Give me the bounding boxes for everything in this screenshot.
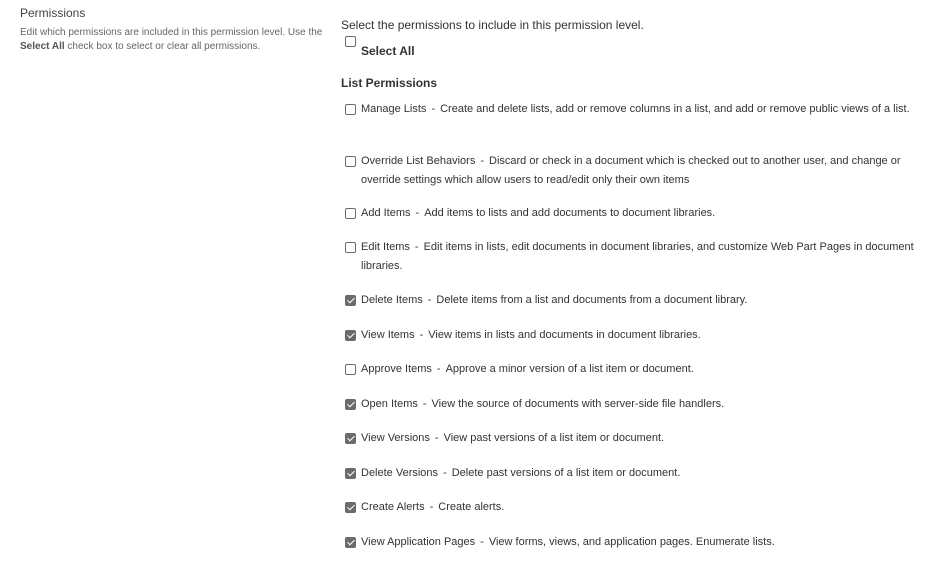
section-title: Permissions: [20, 6, 86, 20]
permission-separator: -: [480, 536, 484, 548]
intro-text: Select the permissions to include in this permission level.: [341, 18, 644, 32]
permission-description: Create alerts.: [438, 501, 505, 513]
permission-separator: -: [427, 294, 432, 306]
permission-checkbox[interactable]: [345, 208, 356, 219]
permission-checkbox[interactable]: [345, 330, 356, 341]
permission-separator: -: [443, 467, 447, 479]
select-all-row[interactable]: [341, 35, 931, 59]
permission-item[interactable]: [341, 533, 931, 552]
permission-checkbox[interactable]: [345, 537, 356, 548]
permission-text: [361, 360, 931, 379]
permission-name[interactable]: View Application Pages: [361, 536, 476, 548]
permission-text: [361, 152, 931, 190]
permission-description: Delete past versions of a list item or document.: [451, 467, 681, 479]
permission-separator: -: [431, 103, 436, 115]
permission-name[interactable]: Edit Items: [361, 241, 410, 253]
permission-text: [361, 291, 931, 310]
permission-name[interactable]: Delete Items: [361, 294, 423, 306]
permission-description: View the source of documents with server-side file handlers.: [431, 398, 725, 410]
permission-name[interactable]: View Items: [361, 329, 415, 341]
permission-item[interactable]: [341, 360, 931, 379]
permission-item[interactable]: [341, 326, 931, 345]
permission-name[interactable]: Approve Items: [361, 363, 432, 375]
permission-text: [361, 238, 931, 276]
permission-description: View past versions of a list item or document.: [443, 432, 665, 444]
permission-separator: -: [434, 432, 439, 444]
permission-separator: -: [480, 155, 484, 167]
permission-separator: -: [436, 363, 441, 375]
permission-description: Approve a minor version of a list item or document.: [445, 363, 694, 375]
permission-name[interactable]: Override List Behaviors: [361, 155, 476, 167]
permission-checkbox[interactable]: [345, 433, 356, 444]
permission-description: View forms, views, and application pages. Enumerate lists.: [488, 536, 775, 548]
permission-description: Delete items from a list and documents from a document library.: [436, 294, 748, 306]
permission-text: [361, 395, 931, 414]
permission-checkbox[interactable]: [345, 295, 356, 306]
permission-description: View items in lists and documents in document libraries.: [428, 329, 701, 341]
permission-item[interactable]: [341, 395, 931, 414]
permission-item[interactable]: [341, 464, 931, 483]
section-description-before: Edit which permissions are included in this permission level. Use the: [20, 27, 323, 38]
permission-text: [361, 533, 931, 552]
permission-item[interactable]: [341, 152, 931, 190]
permission-checkbox[interactable]: [345, 104, 356, 115]
select-all-label[interactable]: Select All: [361, 44, 415, 58]
permission-checkbox[interactable]: [345, 364, 356, 375]
permission-item[interactable]: [341, 204, 931, 223]
permission-separator: -: [419, 329, 424, 341]
permissions-panel: [341, 17, 931, 90]
permission-description: Add items to lists and add documents to document libraries.: [424, 207, 716, 219]
permission-text: [361, 204, 931, 223]
permission-separator: -: [422, 398, 427, 410]
permission-text: [361, 100, 931, 119]
permission-item[interactable]: [341, 238, 931, 276]
permission-item[interactable]: [341, 429, 931, 448]
permission-name[interactable]: Open Items: [361, 398, 418, 410]
permission-name[interactable]: Add Items: [361, 207, 411, 219]
permission-checkbox[interactable]: [345, 468, 356, 479]
permission-item[interactable]: [341, 100, 931, 119]
permission-separator: -: [414, 241, 419, 253]
select-all-checkbox[interactable]: [345, 36, 356, 47]
permission-description: Create and delete lists, add or remove columns in a list, and add or remove public views of a list.: [440, 103, 910, 115]
permission-description: Discard or check in a document which is checked out to another user, and change or override settings which allow users to read/edit only their own items: [361, 155, 901, 186]
permission-checkbox[interactable]: [345, 156, 356, 167]
permission-description: Edit items in lists, edit documents in document libraries, and customize Web Part Pages in document libraries.: [361, 241, 914, 272]
permission-name[interactable]: View Versions: [361, 432, 430, 444]
permission-text: [361, 326, 931, 345]
permission-separator: -: [429, 501, 434, 513]
permission-separator: -: [415, 207, 420, 219]
permission-text: [361, 429, 931, 448]
permission-item[interactable]: [341, 291, 931, 310]
section-description-bold: Select All: [20, 41, 65, 52]
permission-checkbox[interactable]: [345, 242, 356, 253]
permission-checkbox[interactable]: [345, 399, 356, 410]
permission-item[interactable]: [341, 498, 931, 517]
permission-text: [361, 498, 931, 517]
permission-text: [361, 464, 931, 483]
permission-name[interactable]: Create Alerts: [361, 501, 425, 513]
permission-name[interactable]: Manage Lists: [361, 103, 427, 115]
section-description-after: check box to select or clear all permissions.: [64, 41, 261, 52]
permission-checkbox[interactable]: [345, 502, 356, 513]
section-description: [20, 26, 325, 54]
list-permissions-title: List Permissions: [341, 76, 438, 90]
section-header: [20, 5, 325, 54]
permission-name[interactable]: Delete Versions: [361, 467, 439, 479]
